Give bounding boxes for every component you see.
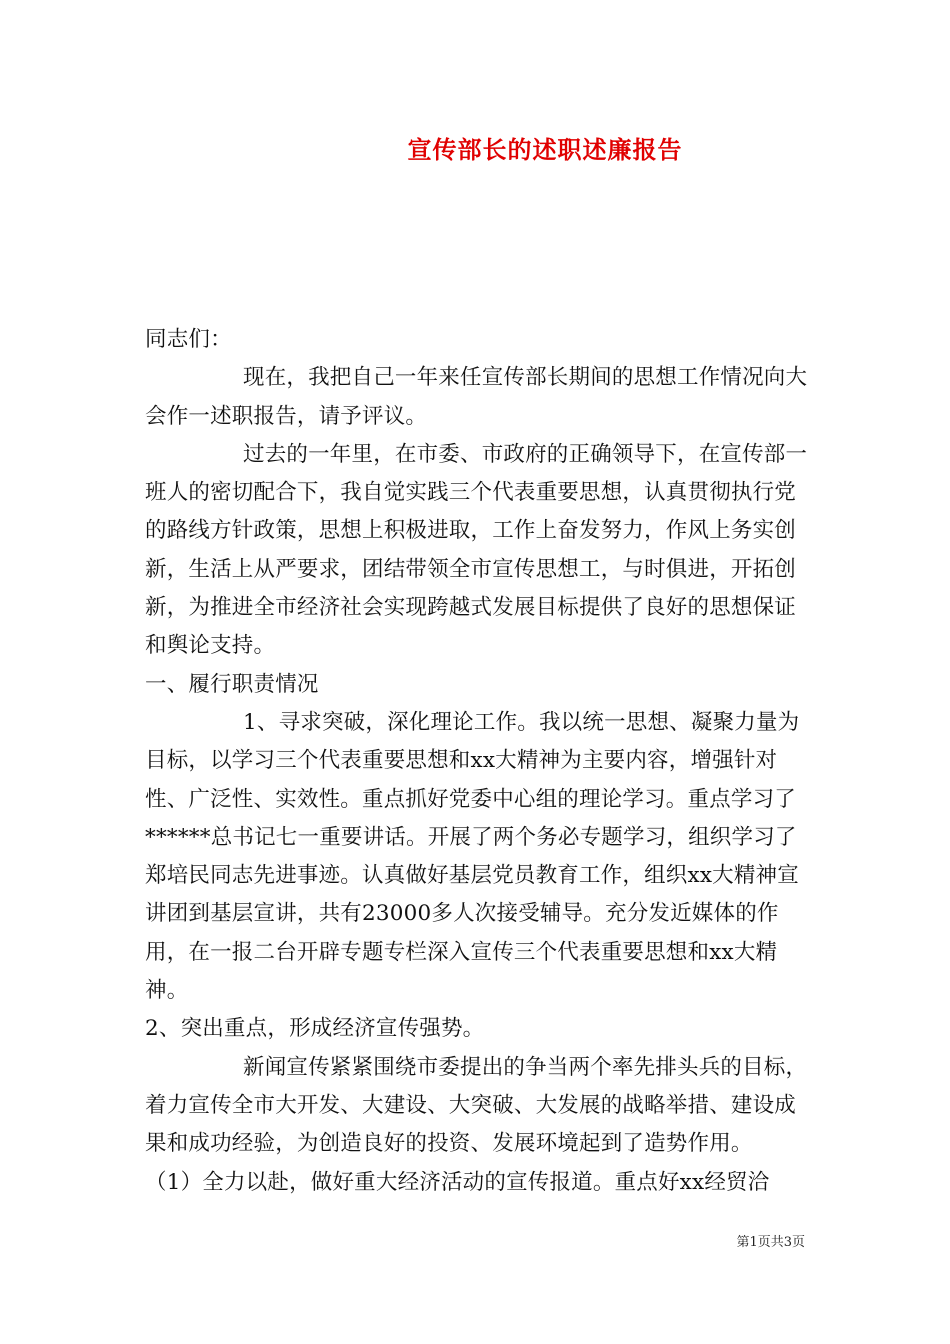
paragraph-overview: 过去的一年里，在市委、市政府的正确领导下，在宣传部一班人的密切配合下，我自觉实践三个代表重要思想，认真贯彻执行党的路线方针政策，思想上积极进取，工作上奋发努力，作风上务实创新，生活上从严要求，团结带领全市宣传思想工，与时俱进，开拓创新，为推进全市经济社会实现跨越式发展目标提供了良好的思想保证和舆论支持。: [145, 441, 808, 659]
document-body: [145, 321, 810, 1202]
document-title: 宣传部长的述职述廉报告: [407, 135, 683, 164]
item-2-paragraph: 新闻宣传紧紧围绕市委提出的争当两个率先排头兵的目标，着力宣传全市大开发、大建设、大突破、大发展的战略举措、建设成果和成功经验，为创造良好的投资、发展环境起到了造势作用。: [145, 1054, 808, 1157]
item-1-paragraph: 1、寻求突破，深化理论工作。我以统一思想、凝聚力量为目标，以学习三个代表重要思想和xx大精神为主要内容，增强针对性、广泛性、实效性。重点抓好党委中心组的理论学习。重点学习了******总书记七一重要讲话。开展了两个务必专题学习，组织学习了郑培民同志先进事迹。认真做好基层党员教育工作，组织xx大精神宣讲团到基层宣讲，共有23000多人次接受辅导。充分发近媒体的作用，在一报二台开辟专题专栏深入宣传三个代表重要思想和xx大精神。: [145, 709, 800, 1004]
greeting: 同志们：: [145, 327, 232, 352]
paragraph-intro: 现在，我把自己一年来任宣传部长期间的思想工作情况向大会作一述职报告，请予评议。: [145, 365, 808, 429]
section-heading: 一、履行职责情况: [145, 671, 319, 697]
page-number: 第1页共3页: [736, 1235, 805, 1250]
item-2-subparagraph: （1）全力以赴，做好重大经济活动的宣传报道。重点好xx经贸洽: [145, 1169, 770, 1195]
item-2-heading: 2、突出重点，形成经济宣传强势。: [145, 1016, 485, 1042]
